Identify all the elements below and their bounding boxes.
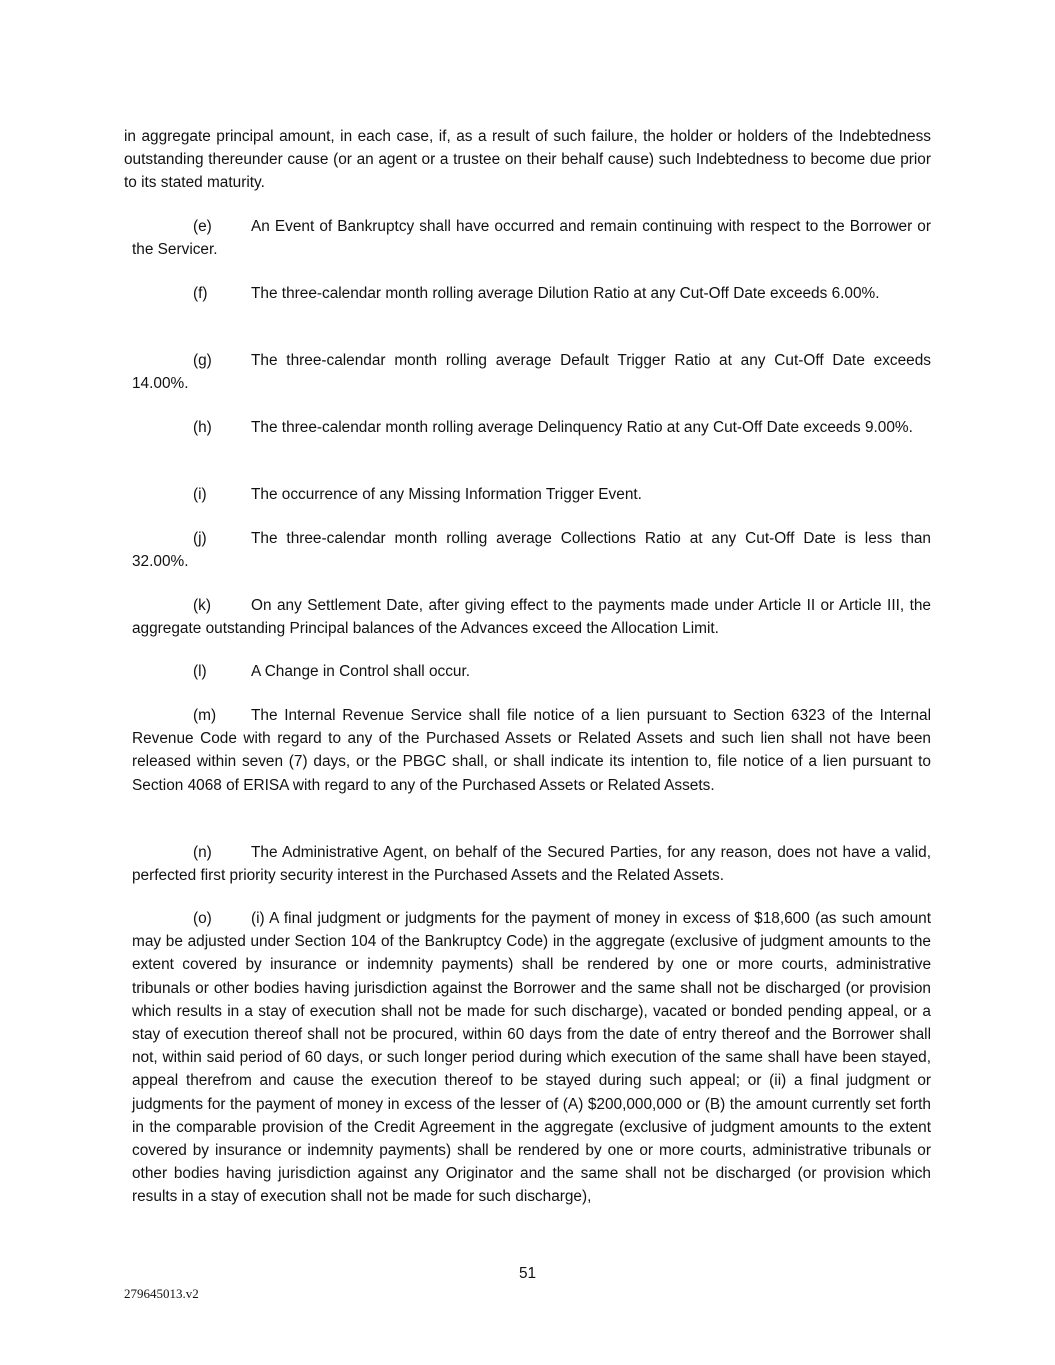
clause-label: (h) xyxy=(193,419,212,436)
clause-m xyxy=(132,704,931,797)
clause-o xyxy=(132,907,931,1209)
clause-g xyxy=(132,349,931,395)
document-id: 279645013.v2 xyxy=(124,1286,199,1301)
clause-j xyxy=(132,527,931,573)
clause-label: (i) xyxy=(193,486,207,503)
clause-text: (i) A final judgment or judgments for the payment of money in excess of $18,600 (as such amount may be adjusted under Section 104 of the Bankruptcy Code) in the aggregate (exclusive of judgment amounts to the extent covered by insurance or indemnity payments) shall be rendered by one or more courts, administrative tribunals or other bodies having jurisdiction against the Borrower and the same shall not be discharged (or provision which results in a stay of execution shall not be made for such discharge), vacated or bonded pending appeal, or a stay of execution thereof shall not be procured, within 60 days from the date of entry thereof and the Borrower shall not, within said period of 60 days, or such longer period during which execution of the same shall have been stayed, appeal therefrom and cause the execution thereof to be stayed during such appeal; or (ii) a final judgment or judgments for the payment of money in excess of the lesser of (A) $200,000,000 or (B) the amount currently set forth in the comparable provision of the Credit Agreement in the aggregate (exclusive of judgment amounts to the extent covered by insurance or indemnity payments) shall be rendered by one or more courts, administrative tribunals or other bodies having jurisdiction against any Originator and the same shall not be discharged (or provision which results in a stay of execution shall not be made for such discharge), xyxy=(132,910,931,1206)
clause-h xyxy=(132,416,931,439)
clause-text: The three-calendar month rolling average Delinquency Ratio at any Cut-Off Date exceeds 9.00%. xyxy=(251,419,913,436)
clause-text: A Change in Control shall occur. xyxy=(251,663,471,680)
clause-label: (n) xyxy=(193,844,212,861)
clause-label: (l) xyxy=(193,663,207,680)
clause-label: (o) xyxy=(193,910,212,927)
clause-text: The Administrative Agent, on behalf of the Secured Parties, for any reason, does not have a valid, perfected first priority security interest in the Purchased Assets and the Related Assets. xyxy=(132,844,931,885)
clause-e xyxy=(132,215,931,261)
clause-text: The three-calendar month rolling average Collections Ratio at any Cut-Off Date is less than 32.00%. xyxy=(132,530,931,571)
clause-label: (e) xyxy=(193,218,212,235)
clause-label: (g) xyxy=(193,352,212,369)
clause-text: The occurrence of any Missing Information Trigger Event. xyxy=(251,486,642,503)
clause-text: On any Settlement Date, after giving effect to the payments made under Article II or Article III, the aggregate outstanding Principal balances of the Advances exceed the Allocation Limit. xyxy=(132,597,931,638)
clause-f xyxy=(132,282,931,305)
clause-text: The three-calendar month rolling average Default Trigger Ratio at any Cut-Off Date exceeds 14.00%. xyxy=(132,352,931,393)
clause-label: (j) xyxy=(193,530,207,547)
intro-paragraph: in aggregate principal amount, in each case, if, as a result of such failure, the holder or holders of the Indebtedness outstanding thereunder cause (or an agent or a trustee on their behalf cause) such Indebtedness to become due prior to its stated maturity. xyxy=(124,128,931,192)
clause-text: An Event of Bankruptcy shall have occurred and remain continuing with respect to the Borrower or the Servicer. xyxy=(132,218,931,259)
clause-l xyxy=(132,660,931,683)
clause-label: (f) xyxy=(193,285,208,302)
clause-text: The Internal Revenue Service shall file notice of a lien pursuant to Section 6323 of the Internal Revenue Code with regard to any of the Purchased Assets or Related Assets and such lien shall not have been released within seven (7) days, or the PBGC shall, or shall indicate its intention to, file notice of a lien pursuant to Section 4068 of ERISA with regard to any of the Purchased Assets or Related Assets. xyxy=(132,707,931,794)
clause-n xyxy=(132,841,931,887)
clause-label: (k) xyxy=(193,597,211,614)
clause-label: (m) xyxy=(193,707,217,724)
clause-text: The three-calendar month rolling average Dilution Ratio at any Cut-Off Date exceeds 6.00%. xyxy=(251,285,880,302)
clause-i xyxy=(132,483,931,506)
page-number: 51 xyxy=(518,1265,537,1282)
clause-k xyxy=(132,594,931,640)
